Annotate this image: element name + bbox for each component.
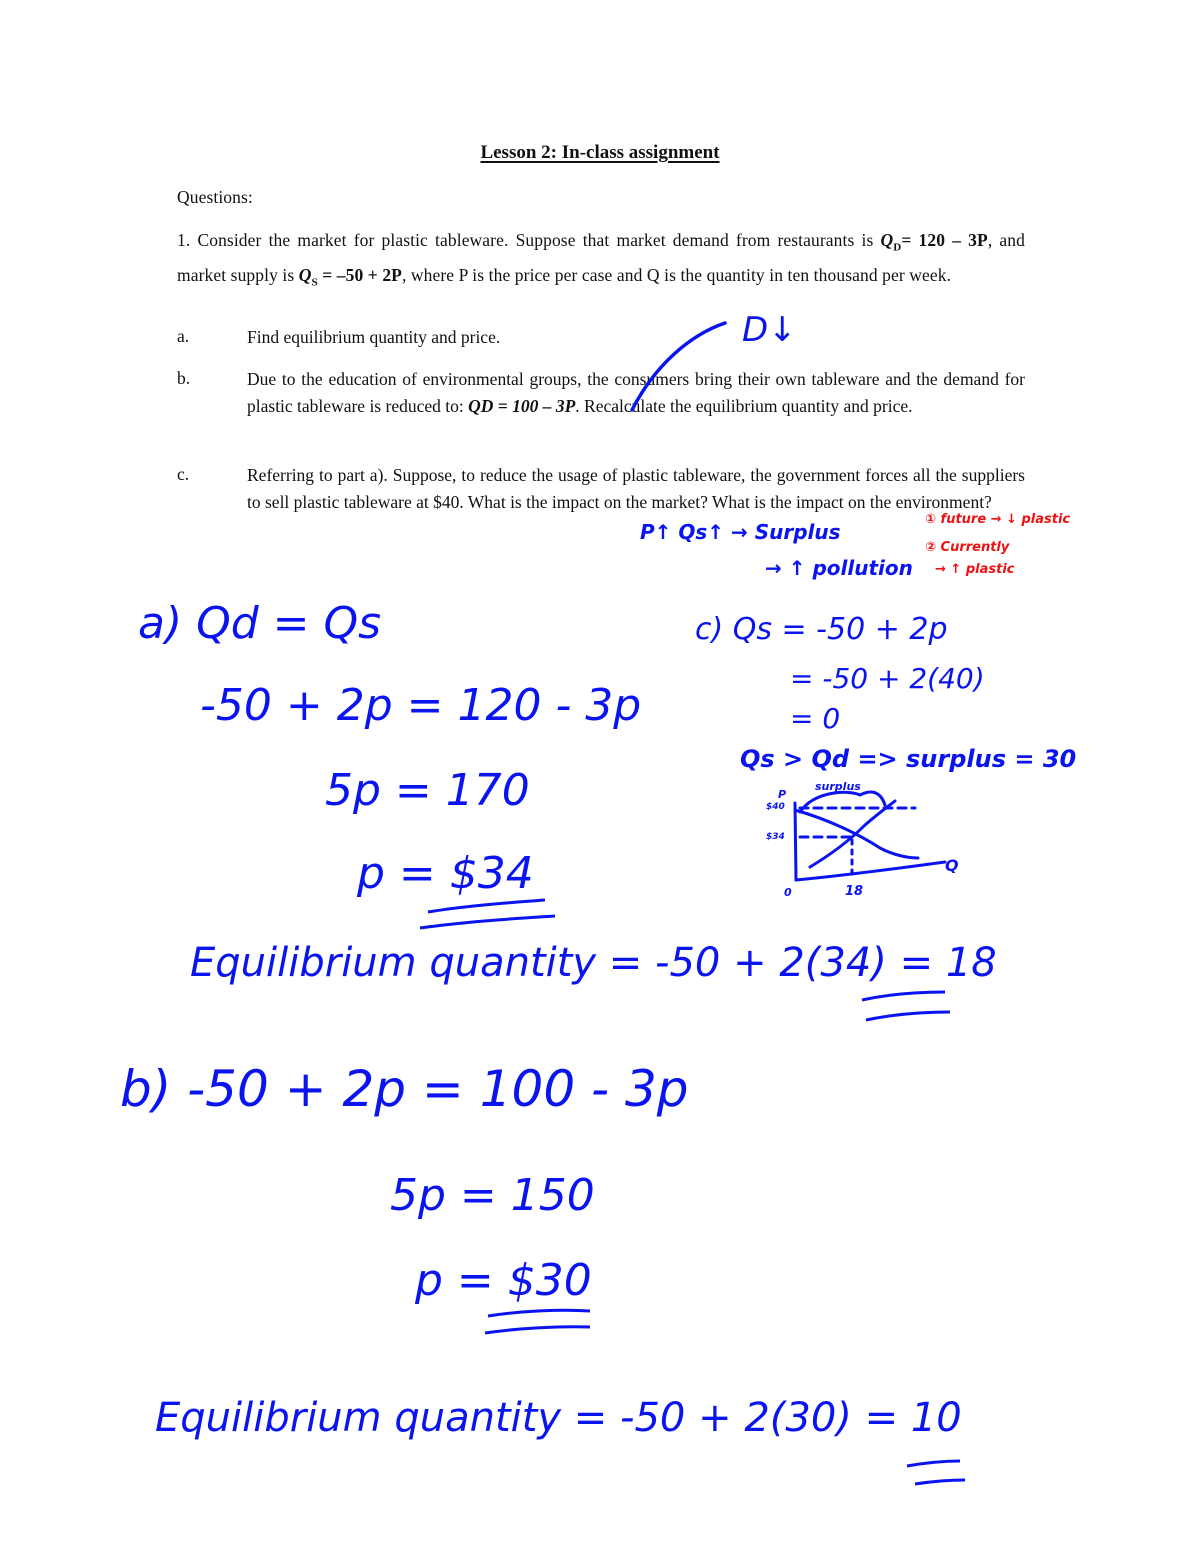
sketch-price-high: $40 (766, 802, 785, 812)
qd-sub: D (893, 241, 902, 254)
part-c-impact-note: P↑ Qs↑ → Surplus (640, 520, 841, 544)
red-note-future: ① future → ↓ plastic (925, 512, 1071, 527)
demand-equation: = 120 – 3P (901, 230, 988, 250)
part-b-text-after: . Recalculate the equilibrium quantity and price. (575, 396, 913, 416)
qs-symbol: Q (298, 264, 312, 285)
part-a-quantity: Equilibrium quantity = -50 + 2(34) = 18 (190, 940, 997, 986)
part-a-line1: a) Qd = Qs (138, 598, 382, 649)
page-title (0, 142, 1200, 164)
sketch-price-eq: $34 (766, 832, 785, 842)
qd-symbol: Q (880, 230, 894, 250)
part-a-label: a. (177, 326, 190, 346)
q1-suffix: , where P is the price per case and Q is the quantity in ten thousand per week. (401, 264, 952, 285)
part-a-line4: p = $34 (357, 848, 534, 899)
part-a-line2: -50 + 2p = 120 - 3p (200, 680, 642, 731)
sketch-qty-eq: 18 (845, 884, 864, 899)
title-text: Lesson 2: In-class assignment (480, 142, 720, 163)
pollution-note: → ↑ pollution (765, 556, 913, 580)
part-b-line1: b) -50 + 2p = 100 - 3p (120, 1060, 689, 1118)
sketch-x-label: Q (945, 856, 959, 875)
supply-equation: = –50 + 2P (317, 264, 402, 285)
part-c-line2: = -50 + 2(40) (790, 662, 985, 695)
part-c-label: c. (177, 464, 190, 484)
q1-prefix: 1. Consider the market for plastic tableware. Suppose that market demand from restaurants is (177, 230, 881, 250)
sketch-y-label: P (778, 788, 787, 801)
part-b-quantity: Equilibrium quantity = -50 + 2(30) = 10 (155, 1395, 962, 1441)
part-c-line1: c) Qs = -50 + 2p (695, 612, 948, 647)
part-b-label: b. (177, 368, 191, 388)
question-1 (177, 227, 1025, 296)
part-b-equation: QD = 100 – 3P (468, 396, 576, 416)
part-a-text: Find equilibrium quantity and price. (247, 327, 501, 347)
part-b-line3: p = $30 (415, 1255, 592, 1306)
qs-sub: S (311, 276, 318, 288)
red-note-increase: → ↑ plastic (935, 562, 1015, 577)
part-b-text-before: Due to the education of environmental groups, the consumers bring their own tableware and the demand for plastic tableware is reduced to: (247, 369, 1025, 416)
part-b-line2: 5p = 150 (390, 1170, 595, 1221)
part-c-line3: = 0 (790, 702, 841, 735)
part-c-line4: Qs > Qd => surplus = 30 (740, 745, 1077, 773)
section-label: Questions: (177, 187, 253, 207)
part-b-text (247, 366, 1025, 420)
sketch-origin: 0 (784, 886, 792, 899)
red-note-currently: ② Currently (925, 540, 1010, 555)
q1-mid: , and market supply is (177, 230, 1026, 285)
part-a-line3: 5p = 170 (325, 765, 530, 816)
part-c-text: Referring to part a). Suppose, to reduce the usage of plastic tableware, the government forces all the suppliers to sell plastic tableware at $40. What is the impact on the market? What is the impact on the environment? (247, 465, 1025, 512)
demand-shift-note: D↓ (742, 310, 797, 350)
sketch-surplus-label: surplus (815, 780, 861, 793)
